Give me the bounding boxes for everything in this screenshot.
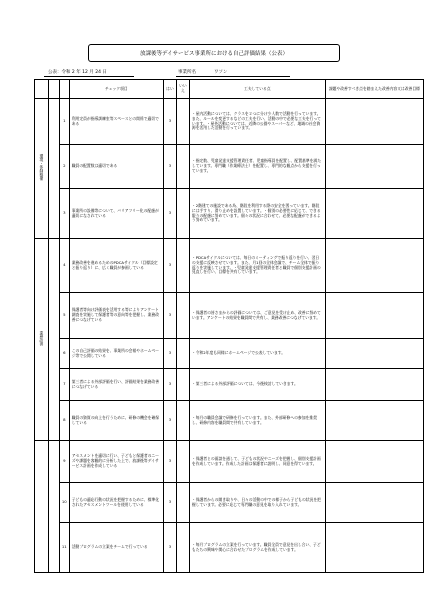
no-count	[176, 523, 189, 573]
check-item: 活動プログラムの立案をチームで行っている	[69, 523, 163, 573]
yes-count: 3	[164, 293, 177, 339]
row-number: 6	[59, 339, 69, 369]
check-item: 職員の配置数は適切である	[69, 145, 163, 189]
no-count	[176, 145, 189, 189]
effort-column-header: 工夫している点	[189, 80, 325, 99]
effort-text: ・令和2年度も同様にホームページで公表しています。	[189, 339, 325, 369]
effort-text: ・屋内活動については、クラスを２つに分け少人数で活動を行っています。また、ルールを変更するなどの工夫を行い、活動の中で必要な工夫を行っています。・屋外活動については、近隣の公園やスーパーなど、地域の社会資源を活用した活動を行っています。	[189, 99, 325, 145]
improvement-text	[325, 239, 423, 293]
effort-text: ・保護者の皆さまからの評価については、ご意見を受け止め、改善に努めています。アンケートの結果を職員間で共有し、業務改善につなげています。	[189, 293, 325, 339]
number-header	[59, 80, 69, 99]
row-number: 2	[59, 145, 69, 189]
subcategory-header	[48, 80, 59, 99]
table-row	[35, 99, 424, 145]
table-row	[35, 523, 424, 573]
check-item: 業務改善を進めるためのPDCAサイクル（目標設定と振り返り）に、広く職員が参画している	[69, 239, 163, 293]
table-row	[35, 145, 424, 189]
effort-text: ・毎月プログラムの立案を行っています。職員全員で意見を出し合い、子どもたちの興味や関心に合わせたプログラムを作成しています。	[189, 523, 325, 573]
check-item: 事業所の設備等について、バリアフリー化の配慮が適切になされている	[69, 189, 163, 239]
no-count	[176, 293, 189, 339]
subcategory-cell	[48, 239, 59, 441]
item-column-header: チェック項目	[69, 80, 163, 99]
effort-text: ・保護者からの聞き取りや、日々の活動の中での様子から子どもの状況を把握しています。必要に応じて専門職の意見を取り入れています。	[189, 483, 325, 523]
check-item: 子どもの適応行動の状況を把握するために、標準化されたアセスメントツールを使用している	[69, 483, 163, 523]
category-label: 環境・体制整備	[39, 154, 45, 181]
row-number: 4	[59, 239, 69, 293]
no-count	[176, 483, 189, 523]
row-number: 7	[59, 369, 69, 401]
row-number: 9	[59, 441, 69, 483]
category-cell	[35, 99, 49, 239]
yes-count: 3	[164, 145, 177, 189]
row-number: 3	[59, 189, 69, 239]
improvement-text	[325, 339, 423, 369]
improvement-text	[325, 483, 423, 523]
improvement-text	[325, 401, 423, 441]
yes-count: 3	[164, 339, 177, 369]
facility-name: ワソン	[214, 70, 228, 75]
check-item: この自己評価の結果を、事業所の会報やホームページ等で公開している	[69, 339, 163, 369]
page-title-box	[88, 44, 340, 62]
yes-count: 3	[164, 99, 177, 145]
published-date: 公表：令和 2 年 12 月 24 日	[48, 70, 107, 75]
table-row	[35, 401, 424, 441]
category-cell	[35, 441, 49, 573]
no-count	[176, 239, 189, 293]
table-row	[35, 441, 424, 483]
row-number: 10	[59, 483, 69, 523]
no-count	[176, 369, 189, 401]
effort-text: ・2階建ての施設である為、階段を利用する際の安全を図っています。階段には手すり、滑り止めを設置しています。・個別の必要性に応じて、できる限りの配慮に努めています。個々の状況に合わせて、必要な配慮ができるよう努めています。	[189, 189, 325, 239]
table-row	[35, 189, 424, 239]
yes-count: 3	[164, 369, 177, 401]
yes-count: 3	[164, 189, 177, 239]
no-count	[176, 189, 189, 239]
no-count	[176, 401, 189, 441]
table-row	[35, 369, 424, 401]
yes-count: 3	[164, 441, 177, 483]
row-number: 1	[59, 99, 69, 145]
check-item: 職員の資質の向上を行うために、研修の機会を確保している	[69, 401, 163, 441]
improvement-text	[325, 189, 423, 239]
check-item: 利用定員が指導訓練室等スペースとの関係で適切である	[69, 99, 163, 145]
improvement-text	[325, 145, 423, 189]
no-count	[176, 339, 189, 369]
subcategory-cell	[48, 99, 59, 239]
category-label: 業務改善	[39, 330, 45, 347]
effort-text: ・PDCAサイクルについては、毎日のミーティングで振り返りを行い、翌日の支援に反映させています。また、月1回の全体会議で、チーム全体で振り返りを実施しています。・児童発達支援管理責任者と職員で個別支援計画の見直しを行い、目標を共有しています。	[189, 239, 325, 293]
improvement-column-header: 課題や改善すべき点を踏まえた改善内容又は改善目標	[325, 80, 423, 99]
yes-column-header: はい	[164, 80, 177, 99]
check-item: 保護者等向け評価表を活用する等によりアンケート調査を実施して保護者等の意向等を把握し、業務改善につなげている	[69, 293, 163, 339]
improvement-text	[325, 293, 423, 339]
improvement-text	[325, 523, 423, 573]
no-count	[176, 99, 189, 145]
table-row	[35, 239, 424, 293]
check-item: 第三者による外部評価を行い、評価結果を業務改善につなげている	[69, 369, 163, 401]
evaluation-table	[34, 79, 424, 573]
row-number: 8	[59, 401, 69, 441]
row-number: 5	[59, 293, 69, 339]
check-item: アセスメントを適切に行い、子どもと保護者のニーズや課題を客観的に分析した上で、放課後等デイサービス計画を作成している	[69, 441, 163, 483]
row-number: 11	[59, 523, 69, 573]
published-date-underline	[44, 76, 134, 77]
subcategory-cell	[48, 441, 59, 573]
improvement-text	[325, 369, 423, 401]
category-cell	[35, 239, 49, 441]
table-row	[35, 293, 424, 339]
facility-underline	[176, 76, 290, 77]
yes-count: 3	[164, 401, 177, 441]
yes-count: 3	[164, 239, 177, 293]
page-title: 放課後等デイサービス事業所における自己評価結果（公表）	[139, 51, 289, 57]
effort-text: ・毎月の職員会議で研修を行っています。また、外部研修への参加を推奨し、研修内容を職員間で共有しています。	[189, 401, 325, 441]
no-column-header: いいえ	[176, 80, 189, 99]
yes-count: 3	[164, 483, 177, 523]
no-count	[176, 441, 189, 483]
yes-count: 3	[164, 523, 177, 573]
facility-label: 事業所名	[178, 70, 196, 75]
improvement-text	[325, 99, 423, 145]
effort-text: ・指定数、児童発達支援管理責任者、児童指導員を配置し、配置基準を満たしています。専門職（作業療法士）を配置し、専門的な観点から支援を行っています。	[189, 145, 325, 189]
table-row	[35, 339, 424, 369]
table-row	[35, 483, 424, 523]
effort-text: ・第三者による外部評価については、今後検討していきます。	[189, 369, 325, 401]
category-header	[35, 80, 49, 99]
improvement-text	[325, 441, 423, 483]
effort-text: ・保護者との面談を通して、子どもの状況やニーズを把握し、個別支援計画を作成しています。作成した計画は保護者に説明し、同意を得ています。	[189, 441, 325, 483]
